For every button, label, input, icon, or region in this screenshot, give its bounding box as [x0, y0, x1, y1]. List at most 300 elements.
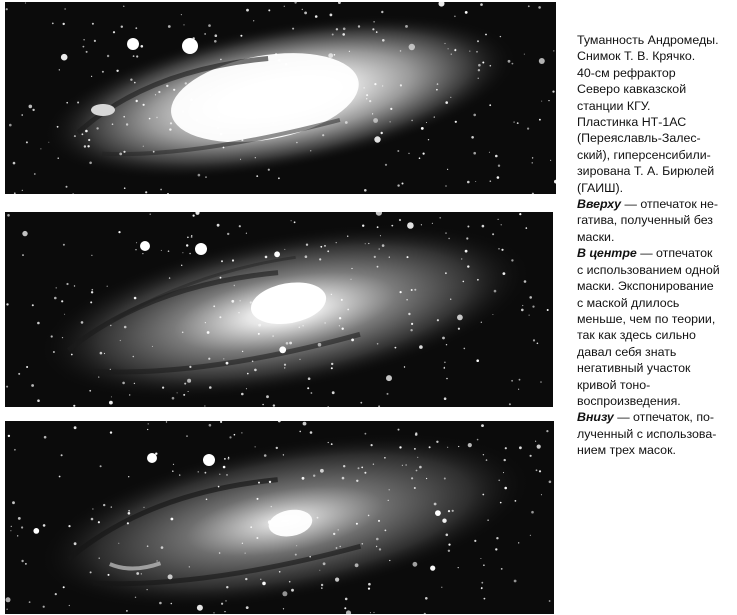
andromeda-photo-top	[5, 2, 556, 194]
star	[213, 612, 214, 613]
star	[377, 343, 379, 345]
star	[183, 394, 185, 396]
star	[135, 27, 137, 29]
star	[345, 598, 348, 601]
star	[274, 251, 280, 257]
star	[541, 101, 542, 102]
star	[377, 226, 379, 228]
star	[518, 542, 519, 543]
star	[295, 554, 297, 556]
star	[168, 25, 171, 28]
andromeda-photo-bottom	[5, 421, 554, 614]
star	[381, 11, 383, 13]
star	[122, 382, 125, 385]
star	[63, 586, 65, 588]
star	[532, 306, 534, 308]
star	[356, 480, 358, 482]
star	[442, 519, 446, 523]
star	[57, 126, 59, 128]
star	[128, 510, 130, 512]
star	[455, 121, 457, 123]
star	[536, 469, 538, 471]
star	[189, 366, 191, 368]
star	[183, 24, 184, 25]
star	[402, 183, 404, 185]
star	[141, 45, 144, 48]
star	[532, 193, 534, 194]
star	[458, 328, 460, 330]
star	[22, 231, 27, 236]
star	[223, 147, 225, 149]
star	[481, 322, 482, 323]
star	[91, 255, 92, 256]
star	[366, 98, 367, 99]
star	[368, 515, 370, 517]
star	[220, 421, 222, 423]
star	[480, 558, 481, 559]
star	[339, 317, 341, 319]
star	[439, 217, 441, 219]
star	[17, 535, 18, 536]
star	[372, 113, 373, 114]
andromeda-photo-middle	[5, 212, 553, 407]
star	[91, 291, 93, 293]
caption-line: нием трех масок.	[577, 443, 676, 458]
star	[134, 82, 136, 84]
star	[445, 232, 446, 233]
star	[537, 343, 539, 345]
star	[44, 436, 47, 439]
caption-middle-label: В центре	[577, 246, 637, 261]
caption-bottom-description	[577, 409, 735, 458]
star	[360, 402, 362, 404]
star	[62, 337, 63, 338]
star	[129, 394, 130, 395]
star	[73, 193, 74, 194]
star	[436, 89, 438, 91]
star	[509, 403, 511, 405]
star	[275, 101, 277, 103]
star	[517, 122, 519, 124]
star	[22, 190, 23, 191]
star	[399, 219, 401, 221]
star	[331, 83, 333, 85]
star	[458, 446, 459, 447]
star	[33, 528, 39, 534]
caption-line: негативный участок	[577, 361, 691, 376]
star	[268, 520, 272, 524]
star	[381, 132, 383, 134]
caption-line: маски.	[577, 229, 615, 244]
star	[287, 522, 289, 524]
star	[397, 184, 399, 186]
star	[439, 2, 445, 7]
star	[182, 252, 183, 253]
star	[48, 142, 49, 143]
star	[91, 76, 92, 77]
star	[130, 79, 132, 81]
star	[414, 289, 416, 291]
star	[344, 607, 346, 609]
star	[74, 285, 75, 286]
star	[466, 237, 468, 239]
star	[135, 597, 136, 598]
star	[364, 189, 367, 192]
star	[134, 297, 137, 300]
star	[494, 290, 497, 293]
star	[9, 124, 12, 127]
star	[63, 23, 65, 25]
star	[56, 287, 57, 288]
star	[209, 424, 212, 427]
star	[232, 259, 234, 261]
star	[74, 426, 77, 429]
star	[376, 31, 378, 33]
star	[487, 520, 488, 521]
star	[231, 300, 234, 303]
star	[83, 39, 84, 40]
star	[123, 151, 125, 153]
star	[498, 248, 500, 250]
star	[58, 158, 59, 159]
star	[496, 537, 498, 539]
star	[441, 587, 442, 588]
star	[32, 109, 34, 111]
star	[303, 422, 307, 426]
star	[279, 346, 286, 353]
star	[26, 141, 28, 143]
star	[486, 459, 488, 461]
star	[171, 603, 173, 605]
star	[554, 180, 556, 184]
star	[103, 504, 105, 506]
caption-line: (ГАИШ).	[577, 180, 624, 195]
star	[37, 399, 40, 402]
star	[481, 587, 483, 589]
star	[530, 535, 531, 536]
star	[136, 55, 138, 57]
star	[273, 122, 274, 123]
star	[284, 364, 286, 366]
star	[213, 305, 215, 307]
star	[240, 159, 241, 160]
star	[400, 50, 402, 52]
star	[388, 500, 389, 501]
star	[461, 258, 462, 259]
star	[220, 59, 222, 61]
star	[338, 2, 341, 4]
caption-line: меньше, чем по теории,	[577, 311, 716, 326]
star	[110, 325, 111, 326]
star	[189, 566, 190, 567]
star	[324, 322, 325, 323]
star	[166, 421, 167, 422]
star	[225, 600, 226, 601]
star	[230, 109, 232, 111]
star	[22, 254, 24, 256]
star	[278, 59, 281, 62]
star	[299, 431, 301, 433]
star	[289, 342, 292, 345]
star	[380, 235, 381, 236]
star	[150, 214, 151, 215]
star	[104, 353, 105, 354]
star	[539, 119, 541, 121]
star	[515, 500, 517, 502]
star	[448, 48, 449, 49]
star	[347, 309, 349, 311]
star	[275, 533, 276, 534]
star	[61, 454, 63, 456]
star	[317, 517, 319, 519]
star	[446, 534, 449, 537]
star	[266, 395, 269, 398]
star	[128, 476, 129, 477]
star	[365, 433, 367, 435]
star	[226, 362, 229, 365]
star	[217, 127, 219, 129]
star	[86, 51, 88, 53]
star	[397, 150, 399, 152]
star	[245, 553, 246, 554]
star	[205, 322, 206, 323]
star	[306, 244, 308, 246]
star	[14, 192, 16, 194]
star	[356, 523, 358, 525]
star	[415, 432, 417, 434]
star	[100, 352, 103, 355]
star	[437, 319, 439, 321]
star	[547, 309, 549, 311]
star	[411, 120, 413, 122]
star	[467, 226, 469, 228]
star	[347, 236, 348, 237]
star	[467, 265, 469, 267]
star	[284, 6, 285, 7]
star	[170, 122, 172, 124]
star	[74, 135, 76, 137]
star	[21, 560, 23, 562]
star	[351, 339, 354, 342]
star	[471, 136, 474, 139]
star	[243, 89, 245, 91]
star	[241, 393, 244, 396]
star	[376, 212, 382, 216]
star	[424, 613, 426, 614]
star	[258, 324, 261, 327]
star	[189, 253, 191, 255]
star	[546, 430, 548, 432]
star	[246, 233, 247, 234]
star	[384, 457, 386, 459]
star	[373, 118, 378, 123]
star	[444, 397, 447, 400]
star	[331, 443, 333, 445]
star	[278, 177, 280, 179]
star	[166, 85, 168, 87]
star	[400, 84, 402, 86]
star	[123, 6, 124, 7]
star	[532, 157, 533, 158]
star	[504, 487, 507, 490]
star	[12, 501, 15, 504]
star	[425, 597, 428, 600]
star	[368, 583, 371, 586]
caption-line: — отпечаток, по-	[613, 410, 715, 425]
star	[182, 110, 184, 112]
star	[495, 548, 497, 550]
star	[341, 299, 343, 301]
star	[331, 294, 332, 295]
star	[426, 122, 427, 123]
star	[371, 444, 373, 446]
star	[141, 573, 142, 574]
star	[374, 83, 376, 85]
star	[204, 405, 205, 406]
star	[311, 392, 313, 394]
star	[327, 406, 329, 407]
star	[98, 521, 100, 523]
star	[495, 155, 498, 158]
star	[428, 139, 429, 140]
star	[173, 89, 175, 91]
star	[94, 40, 96, 42]
star	[296, 312, 298, 314]
star	[372, 28, 374, 30]
star	[332, 34, 334, 36]
star	[549, 600, 551, 602]
star	[6, 386, 8, 388]
star	[25, 2, 26, 3]
star	[204, 33, 205, 34]
star	[87, 145, 89, 147]
star	[107, 286, 108, 287]
star	[221, 603, 223, 605]
star	[376, 546, 377, 547]
star	[162, 387, 164, 389]
star	[133, 55, 135, 57]
star	[498, 219, 499, 220]
star	[119, 153, 122, 156]
star	[413, 562, 418, 567]
star	[161, 250, 162, 251]
star	[498, 165, 500, 167]
caption-bottom-label: Внизу	[577, 410, 614, 425]
star	[416, 470, 418, 472]
star	[219, 316, 221, 318]
star	[526, 227, 528, 229]
star	[152, 346, 153, 347]
star	[102, 71, 104, 73]
star	[419, 345, 423, 349]
star	[477, 40, 479, 42]
star	[444, 478, 446, 480]
star	[6, 303, 8, 305]
caption-line: с маской длилось	[577, 295, 680, 310]
star	[500, 502, 502, 504]
star	[537, 445, 541, 449]
star	[110, 431, 112, 433]
star	[153, 151, 155, 153]
star	[451, 54, 452, 55]
star	[255, 157, 256, 158]
star	[21, 526, 23, 528]
star	[118, 543, 119, 544]
star	[98, 376, 99, 377]
star	[379, 548, 381, 550]
star	[343, 465, 345, 467]
star	[302, 9, 303, 10]
star	[279, 571, 281, 573]
star	[269, 481, 271, 483]
star	[330, 14, 333, 17]
star	[327, 250, 329, 252]
star	[477, 439, 479, 441]
star	[455, 49, 457, 51]
star	[250, 301, 252, 303]
star	[465, 11, 468, 14]
star	[389, 489, 390, 490]
star	[240, 35, 242, 37]
star	[481, 424, 484, 427]
star	[351, 268, 352, 269]
star	[442, 337, 445, 340]
star	[378, 405, 380, 407]
star	[59, 476, 61, 478]
star	[529, 315, 530, 316]
star	[508, 60, 511, 63]
star	[505, 447, 507, 449]
star	[182, 332, 184, 334]
caption-line: гатива, полученный без	[577, 213, 713, 228]
star	[71, 354, 73, 356]
star	[84, 145, 86, 147]
star	[299, 359, 300, 360]
star	[181, 265, 182, 266]
star	[522, 305, 523, 306]
star	[501, 568, 503, 570]
star	[514, 580, 517, 583]
star	[519, 213, 521, 215]
star	[300, 308, 301, 309]
star	[417, 457, 418, 458]
star	[29, 601, 31, 603]
star	[92, 23, 94, 25]
star	[253, 20, 254, 21]
star	[224, 611, 225, 612]
star	[421, 127, 424, 130]
star	[155, 94, 156, 95]
star	[411, 289, 413, 291]
star	[228, 457, 229, 458]
star	[205, 472, 207, 474]
star	[127, 522, 129, 524]
star	[52, 23, 54, 25]
star	[289, 581, 291, 583]
star	[136, 100, 138, 102]
star	[411, 323, 413, 325]
star	[362, 543, 364, 545]
star	[90, 301, 92, 303]
star	[158, 91, 160, 93]
star	[529, 296, 532, 299]
star	[128, 512, 131, 515]
star	[437, 83, 439, 85]
star	[519, 446, 522, 449]
star	[335, 578, 339, 582]
star	[124, 326, 127, 329]
star	[524, 280, 527, 283]
